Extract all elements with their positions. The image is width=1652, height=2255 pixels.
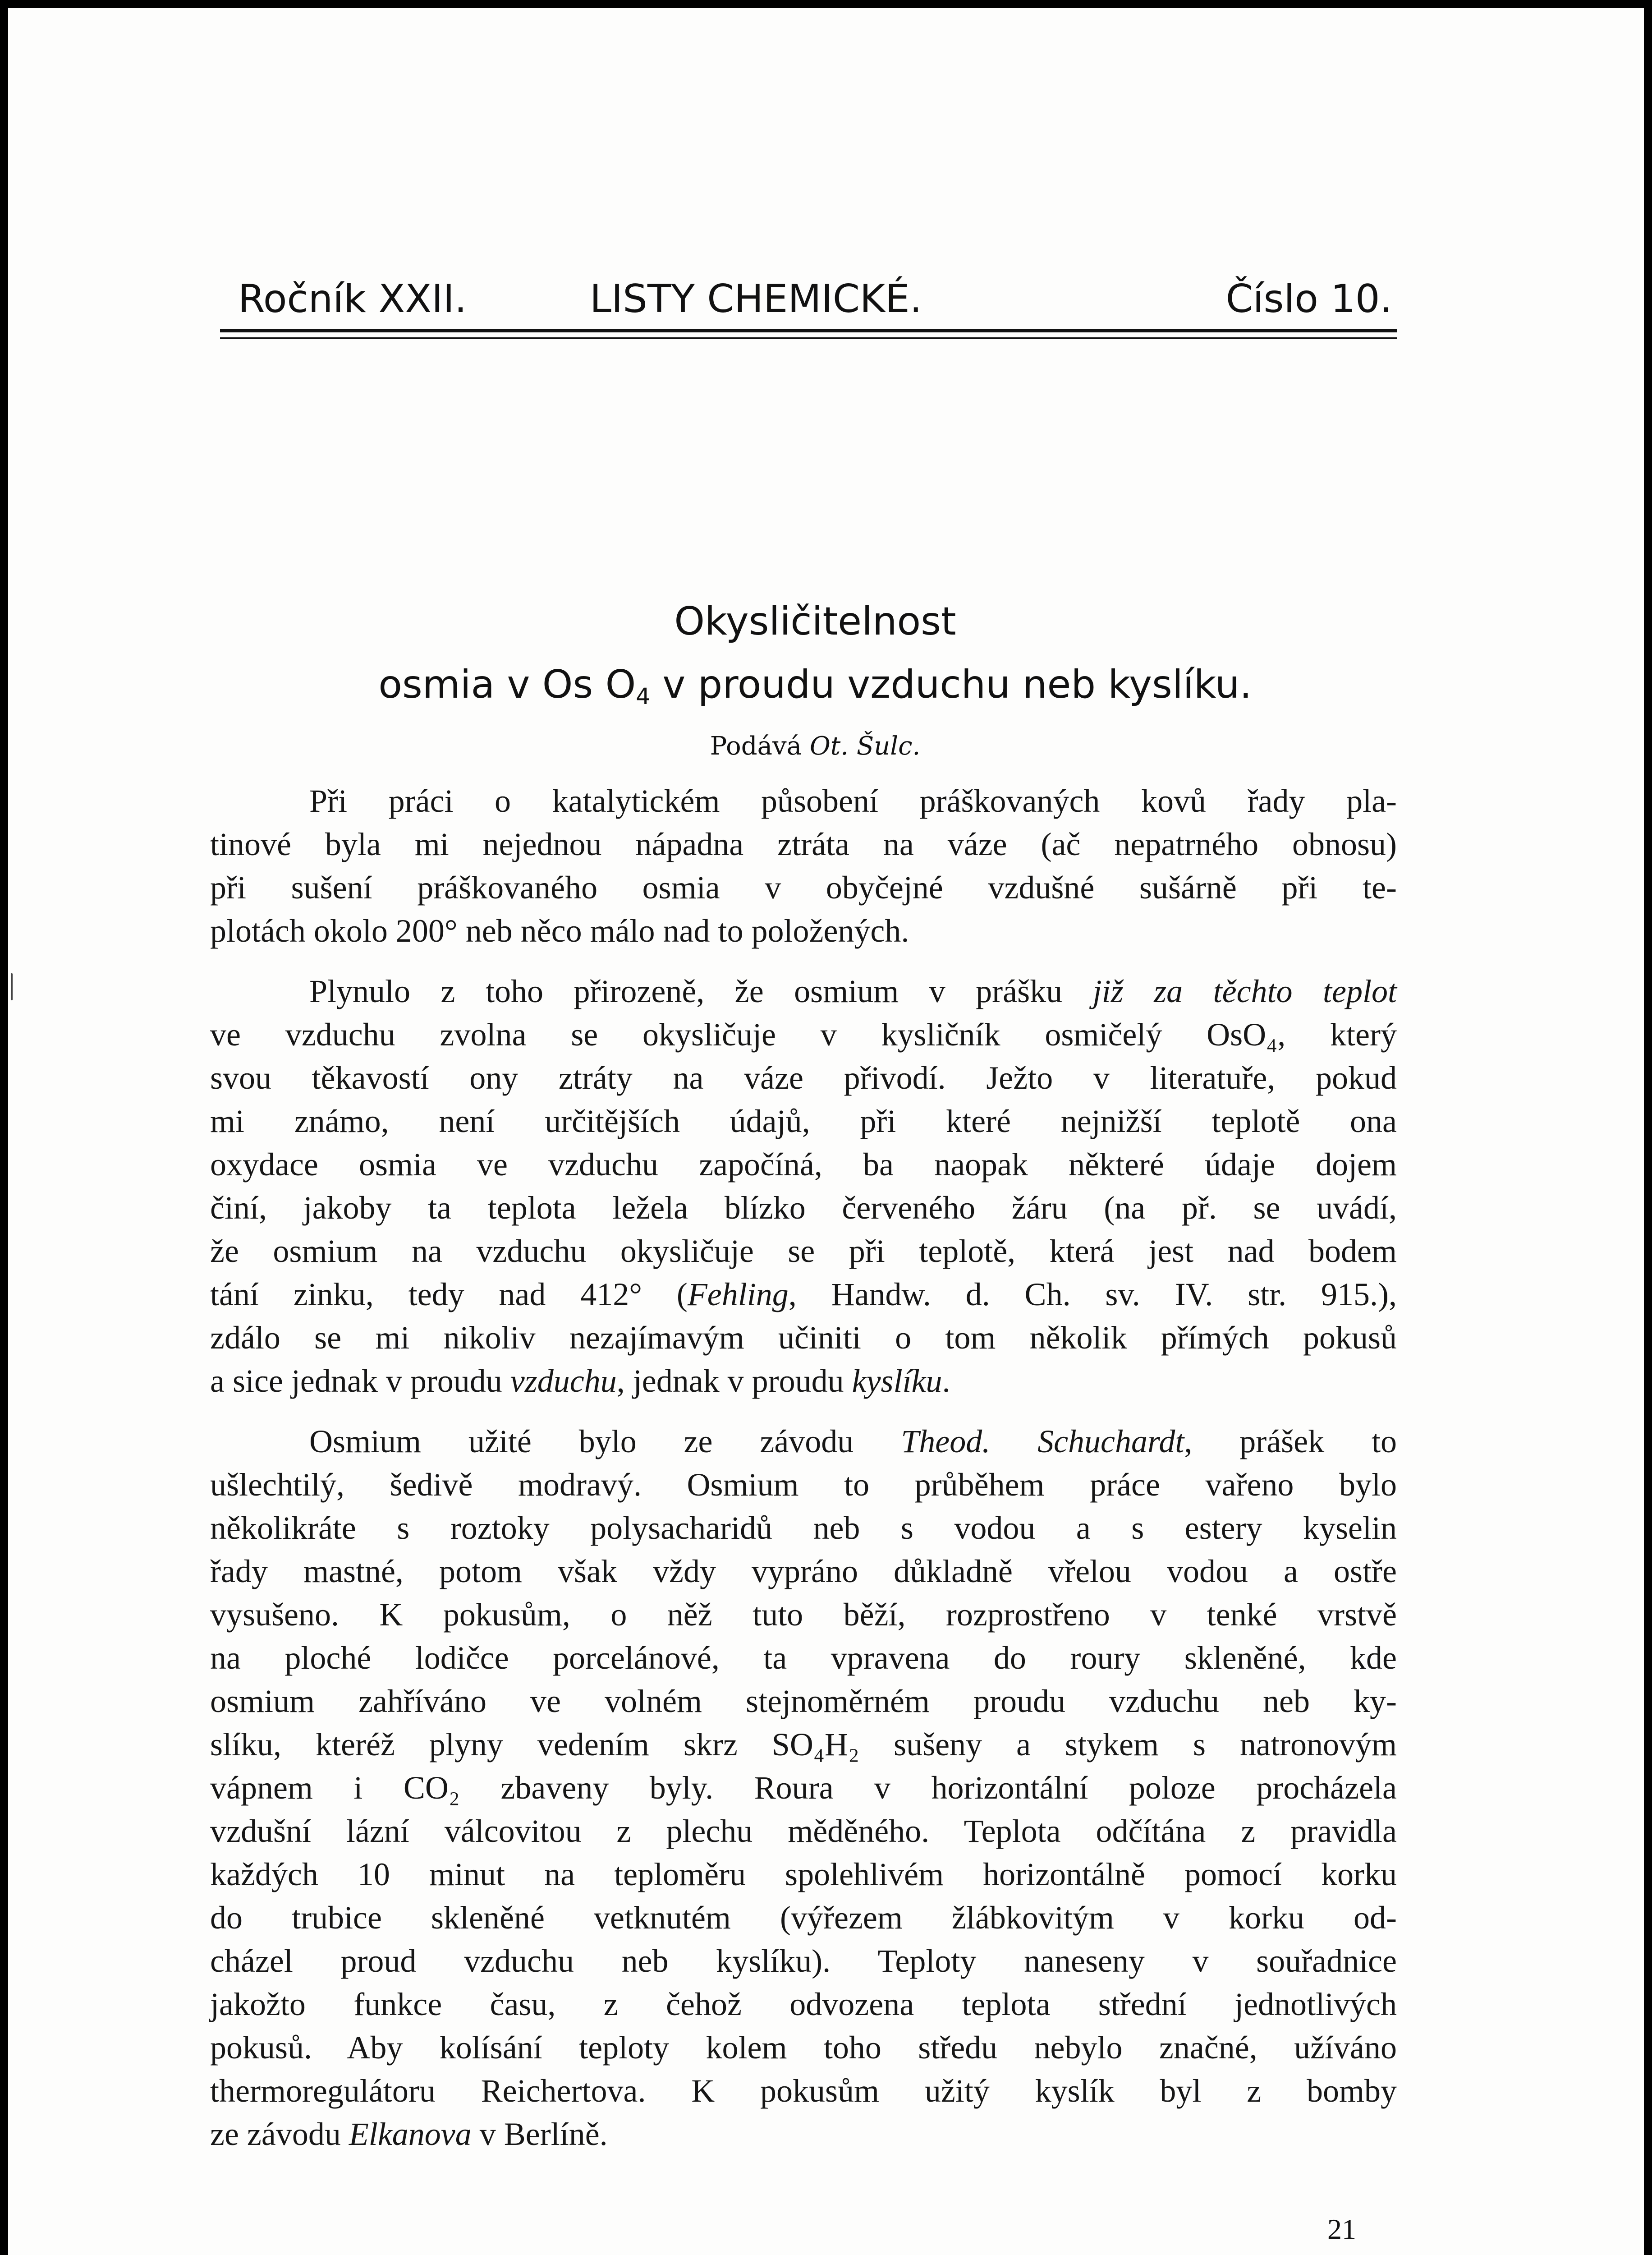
text-line [210,1143,1397,1186]
text-run: svou těkavostí ony ztráty na váze přivodí. Ježto v literatuře, pokud [210,1060,1397,1096]
document-page [8,8,1644,2255]
italic-text: vzduchu [510,1363,617,1399]
text-run: ze závodu [210,2116,349,2152]
text-line [210,1316,1397,1359]
text-run: vzdušní lázní válcovitou z plechu měděného. Teplota odčítána z pravidla [210,1813,1397,1849]
text-run: činí, jakoby ta teplota ležela blízko červeného žáru (na př. se uvádí, [210,1190,1397,1226]
page-number: 21 [1327,2213,1356,2245]
text-run: do trubice skleněné vetknutém (výřezem žlábkovitým v korku od- [210,1900,1397,1936]
byline-author: Ot. Šulc. [809,732,921,761]
text-run: při sušení práškovaného osmia v obyčejné vzdušné sušárně při te- [210,870,1397,906]
text-run: řady mastné, potom však vždy vypráno důkladně vřelou vodou a ostře [210,1553,1397,1589]
text-line [210,1550,1397,1593]
paragraph [210,1420,1397,2156]
header-issue-number: Číslo 10. [1225,276,1392,322]
text-run: v Berlíně. [471,2116,608,2152]
text-line [210,823,1397,866]
text-line [210,1186,1397,1229]
text-run: , jednak v proudu [616,1363,852,1399]
text-run: Plynulo z toho přirozeně, že osmium v prášku [309,973,1093,1009]
paragraph [210,970,1397,1403]
text-run: slíku, kteréž plyny vedením skrz SO₄H₂ sušeny a stykem s natronovým [210,1726,1397,1763]
text-run: cházel proud vzduchu neb kyslíku). Teploty naneseny v souřadnice [210,1943,1397,1979]
text-run: každých 10 minut na teploměru spolehlivém horizontálně pomocí korku [210,1856,1397,1892]
text-run: jakožto funkce času, z čehož odvozena teplota střední jednotlivých [210,1986,1397,2022]
text-run: pokusů. Aby kolísání teploty kolem toho středu nebylo značné, užíváno [210,2030,1397,2066]
text-line [210,1100,1397,1143]
text-run: . [942,1363,950,1399]
italic-text: Fehling [687,1276,789,1312]
text-line [210,1056,1397,1100]
text-run: tání zinku, tedy nad 412° ( [210,1276,688,1312]
text-run: vápnem i CO₂ zbaveny byly. Roura v horizontální poloze procházela [210,1770,1397,1806]
text-line [210,1013,1397,1056]
text-run: oxydace osmia ve vzduchu započíná, ba naopak některé údaje dojem [210,1146,1397,1183]
text-line [210,2069,1397,2112]
text-line [210,2112,1397,2156]
italic-text: kyslíku [852,1363,942,1399]
text-run: vysušeno. K pokusům, o něž tuto běží, rozprostřeno v tenké vrstvě [210,1597,1397,1633]
text-line [210,779,1397,823]
text-line [210,970,1397,1013]
text-run: , prášek to [1184,1423,1397,1459]
text-line [210,1766,1397,1809]
text-line [210,2026,1397,2069]
article-body [210,779,1397,2156]
text-run: zdálo se mi nikoliv nezajímavým učiniti o tom několik přímých pokusů [210,1320,1397,1356]
subtitle-part-b: v proudu vzduchu neb kyslíku. [650,662,1252,707]
article-subtitle [206,658,1424,723]
scan-speck [11,973,13,1000]
byline-prefix: Podává [710,732,810,761]
text-run: několikráte s roztoky polysacharidů neb s vodou a s estery kyselin [210,1510,1397,1546]
text-run: ve vzduchu zvolna se okysličuje v kysličník osmičelý OsO₄, který [210,1017,1397,1053]
text-run: , Handw. d. Ch. sv. IV. str. 915.), [788,1276,1397,1312]
header-journal-title: LISTY CHEMICKÉ. [590,276,922,322]
text-line [210,1359,1397,1403]
text-run: na ploché lodičce porcelánové, ta vpravena do roury skleněné, kde [210,1640,1397,1676]
text-line [210,1463,1397,1506]
text-line [210,909,1397,953]
text-line [210,1593,1397,1636]
text-line [210,1420,1397,1463]
text-run: thermoregulátoru Reichertova. K pokusům užitý kyslík byl z bomby [210,2073,1397,2109]
running-header [238,272,1392,326]
header-rule-thick [220,329,1397,332]
text-run: ušlechtilý, šedivě modravý. Osmium to průběhem práce vařeno bylo [210,1467,1397,1503]
text-run: osmium zahříváno ve volném stejnoměrném proudu vzduchu neb ky- [210,1683,1397,1719]
paragraph [210,779,1397,953]
italic-text: Elkanova [349,2116,472,2152]
article-title: Okysličitelnost [674,599,956,644]
text-line [210,1809,1397,1853]
text-run: Osmium užité bylo ze závodu [309,1423,901,1459]
header-rule-thin [220,337,1397,339]
text-line [210,1273,1397,1316]
text-run: tinové byla mi nejednou nápadna ztráta na váze (ač nepatrného obnosu) [210,826,1397,862]
italic-text: již za těchto teplot [1092,973,1397,1009]
header-volume: Ročník XXII. [238,276,467,322]
text-run: Při práci o katalytickém působení práškovaných kovů řady pla- [309,783,1397,819]
text-run: plotách okolo 200° neb něco málo nad to položených. [210,913,909,949]
subtitle-part-a: osmia v Os O [378,662,636,707]
text-line [210,1853,1397,1896]
text-run: mi známo, není určitějších údajů, při které nejnižší teplotě ona [210,1103,1397,1139]
text-line [210,1506,1397,1550]
text-run: a sice jednak v proudu [210,1363,510,1399]
text-line [210,1636,1397,1680]
text-line [210,866,1397,909]
byline [206,726,1424,767]
text-line [210,1723,1397,1766]
subtitle-subscript: 4 [636,683,651,709]
text-line [210,1983,1397,2026]
text-run: že osmium na vzduchu okysličuje se při teplotě, která jest nad bodem [210,1233,1397,1269]
text-line [210,1229,1397,1273]
text-line [210,1939,1397,1983]
text-line [210,1680,1397,1723]
text-line [210,1896,1397,1939]
italic-text: Theod. Schuchardt [901,1423,1184,1459]
